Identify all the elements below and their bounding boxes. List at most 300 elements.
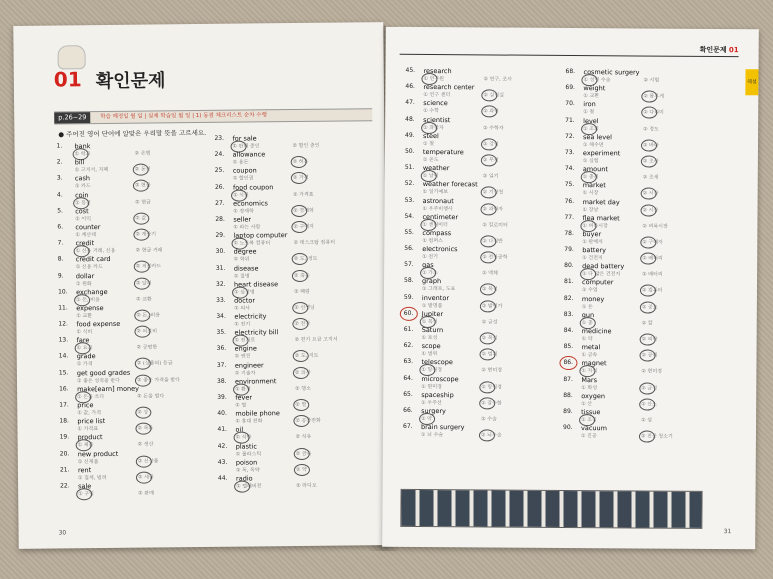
question-word: engineer [234,360,264,370]
question-number: 85. [563,343,574,351]
question-number: 90. [563,424,573,432]
question-number: 19. [59,433,70,441]
question-word: experiment [582,149,621,158]
question-word: weather [422,164,450,173]
choice-1[interactable]: ① 수업 [581,287,598,294]
question-number: 72. [565,132,575,140]
choice-1[interactable]: ① 환경 [235,386,251,393]
choice-1[interactable]: ① 학위 [233,256,250,263]
answer-choices [75,197,215,206]
choice-2[interactable]: ② 뇌수술 [480,432,502,439]
question-word: electricity [234,312,267,321]
choice-2[interactable]: ② 수술 [481,416,497,423]
choice-2[interactable]: ② 좋은 가격을 받다 [136,376,181,384]
choice-1[interactable]: ① 토성 [421,334,438,342]
choice-2[interactable]: ② 강철 [482,141,499,148]
question-number: 8. [57,255,64,263]
question-word: disease [233,263,259,273]
choice-1[interactable]: ① 신용 거래, 신용 [75,248,116,255]
choice-2[interactable]: ② 현금 거래 [135,247,163,254]
choice-1[interactable]: ① 시장 [582,190,599,197]
question-word: dead battery [582,262,625,271]
question-number: 75. [564,181,575,189]
choice-1[interactable]: ① 동전 [75,199,91,206]
choice-2[interactable]: ② 현미경 [481,367,503,374]
pencil-answer-circle [136,471,152,483]
choice-1[interactable]: ① 질병 [233,272,250,280]
question-word: gun [581,310,595,319]
choice-1[interactable]: ① 좋은 성적을 받다 [76,377,121,384]
pencil-answer-circle [294,464,310,476]
question-word: brain surgery [420,423,465,432]
choice-1[interactable]: ① 총계 [582,174,599,181]
question-word: sale [78,482,92,491]
question-word: bill [74,158,85,167]
answer-choices [235,433,376,442]
pencil-answer-circle [293,350,309,362]
choice-2[interactable]: ② 액체 [482,270,498,277]
choice-1[interactable]: ① 열 [235,402,247,409]
pencil-answer-circle [133,228,149,240]
choice-2[interactable]: ② 발명가 [481,303,503,310]
choice-1[interactable]: ① 연구 센터 [423,92,451,99]
choice-1[interactable]: ① 파는 사람 [233,224,261,231]
choice-1[interactable]: ① 휴대 전화 [235,418,263,425]
question-word: seller [233,215,252,224]
pencil-answer-circle [640,285,656,297]
choice-2[interactable]: ② 구매자 [642,239,663,246]
pencil-answer-circle [479,381,495,393]
choice-1[interactable]: ① 의사 [234,305,251,312]
question-word: amount [582,165,608,174]
choice-2[interactable]: ② 석유 [295,434,312,441]
choice-2[interactable]: ② 시장 [642,207,659,214]
question-word: level [583,116,599,125]
choice-1[interactable]: ① 가스 [422,270,438,277]
question-number: 7. [57,239,64,247]
choice-1[interactable]: ① 센티미터 [422,221,448,228]
choice-1[interactable]: ① 약 [581,336,593,343]
question-column-1 [56,142,181,499]
choice-2[interactable]: ② 시험 [643,77,660,84]
choice-2[interactable]: ② 의료비 [136,328,158,335]
pencil-answer-circle [641,155,657,167]
choice-2[interactable]: ② 무게 [482,157,499,164]
choice-2[interactable]: ② 판매 [138,490,154,497]
choice-2[interactable]: ② 목적 [481,286,498,293]
question-word: surgery [421,406,446,416]
choice-2[interactable]: ② 도, 정도 [293,256,318,263]
choice-1[interactable]: ① 일기예보 [422,189,449,196]
choice-1[interactable]: ① 식비 [76,329,93,336]
question-word: electronics [422,245,458,254]
choice-1[interactable]: ① 전기 [234,321,251,328]
question-word: buyer [582,229,602,239]
choice-1[interactable]: ① 조회 [583,125,599,132]
choice-1[interactable]: ① 컴퍼스 [422,237,443,244]
question-number: 6. [57,223,64,231]
question-word: allowance [232,150,266,159]
question-word: microscope [421,374,459,383]
question-number: 57. [404,261,414,269]
question-word: sea level [583,132,612,142]
question-number: 60. [403,309,414,317]
choice-2[interactable]: ② 가격표 [293,191,314,198]
choice-2[interactable]: ② 의약 [641,336,658,343]
question-word: grade [76,352,96,361]
choice-2[interactable]: ② 동전 [134,166,151,173]
question-word: Jupiter [421,309,444,318]
choice-1[interactable]: ① 우주비행사 [422,205,453,212]
question-number: 58. [404,277,414,285]
choice-2[interactable]: ② 시장 [642,190,659,197]
question-word: electricity bill [234,328,279,337]
question-number: 55. [404,228,414,236]
choice-1[interactable]: ① 판매 중인 [232,143,260,150]
choice-1[interactable]: ① 제품 [77,442,94,449]
choice-2[interactable]: ② 실험실 [483,92,504,99]
choice-1[interactable]: ① 목성 [421,318,438,325]
choice-1[interactable]: ① 그래프, 도표 [421,286,456,293]
question-number: 36. [216,345,227,353]
pencil-answer-circle [481,138,497,150]
choice-1[interactable]: ① 계산대 [75,232,97,239]
choice-1[interactable]: ① 철 [422,140,434,147]
choice-2[interactable]: ② 잠수함 [481,400,502,407]
choice-1[interactable]: ① 조직 [581,417,597,424]
question-number: 77. [564,213,575,221]
pencil-answer-circle [640,253,656,265]
answer-choices [422,221,562,229]
choice-1[interactable]: ① 석탄 [235,434,252,442]
choice-2[interactable]: ② 정도 [643,126,659,133]
choice-2[interactable]: ② 일기 [482,173,499,180]
question-word: oxygen [581,391,605,400]
pencil-answer-circle [291,221,307,233]
question-number: 40. [217,409,227,418]
choice-1[interactable]: ① 수학 [423,108,439,115]
choice-2[interactable]: ② 가격 [292,175,309,182]
question-number: 87. [563,375,573,383]
red-mark-circle [400,307,418,321]
choice-1[interactable]: ① 장날 [582,206,599,213]
question-number: 70. [565,100,575,108]
choice-1[interactable]: ① 신제품 [77,458,99,465]
choice-2[interactable]: ② (상품의) 등급 [136,360,173,368]
question-number: 17. [59,401,69,409]
choice-1[interactable]: ① 해수면 [582,141,604,148]
question-word: graph [422,277,442,286]
pencil-answer-circle [481,203,497,215]
choice-2[interactable]: ② 경제학 [293,207,314,214]
choice-2[interactable]: ② 공중전화 [295,417,321,425]
question-word: engine [234,344,257,354]
choice-2[interactable]: ② 행소 [295,385,311,392]
question-number: 52. [404,180,415,188]
choice-2[interactable]: ② 공예 [641,352,658,359]
choice-1[interactable]: ① 이익 [75,215,92,223]
choice-2[interactable]: ② 조세 [642,174,659,181]
choice-2[interactable]: ② 도, 지도 [294,353,319,360]
question-number: 67. [403,422,413,431]
question-word: money [581,294,605,303]
question-number: 22. [60,482,70,490]
pencil-answer-circle [481,106,497,118]
choice-2[interactable]: ② 현미경 [641,368,662,376]
choice-2[interactable]: ② 수학자 [483,124,504,132]
choice-2[interactable]: ② 구매자 [293,223,314,230]
choice-1[interactable]: ① 전기 [422,254,438,261]
choice-1[interactable]: ① 값, 가격 [77,410,102,417]
choice-2[interactable]: ② 폐렴 [294,288,310,295]
question-word: bank [74,142,91,151]
question-word: radio [235,474,253,483]
pencil-answer-circle [639,350,655,362]
pencil-answer-circle [294,447,310,459]
choice-2[interactable]: ② 칼 [641,320,653,327]
choice-1[interactable]: ① 망원경 [421,367,443,374]
question-number: 12. [58,320,68,328]
choice-2[interactable]: ② 진공 청소기 [640,433,673,440]
choice-2[interactable]: ② 직불카드 [135,263,162,270]
choice-1[interactable]: ① 우주선 [421,399,442,406]
question-word: weather forecast [422,180,478,189]
choice-2[interactable]: ② 현금 [135,199,151,206]
choice-1[interactable]: ① 실험 [582,158,599,165]
choice-1[interactable]: ① 고지서, 지폐 [74,167,109,174]
choice-2[interactable]: ② 섬 [641,417,653,424]
choice-2[interactable]: ② 바다 [642,142,659,149]
choice-2[interactable]: ② 망원경 [481,383,502,391]
pencil-answer-circle [479,349,495,361]
choice-1[interactable]: ① 가격 [76,361,93,368]
pencil-answer-circle [133,180,149,192]
pencil-answer-circle [480,284,496,296]
question-word: medicine [581,327,612,336]
choice-1[interactable]: ① 범위 [421,351,438,358]
choice-1[interactable]: ① 금속 [581,352,598,359]
choice-2[interactable]: ② 킬로미터 [482,222,508,229]
choice-1[interactable]: ① 심장병 [234,289,255,296]
choice-2[interactable]: ② 전자공학 [482,254,508,261]
choice-1[interactable]: ① 연구원 [423,75,445,83]
choice-1[interactable]: ① 판매자 [582,238,603,246]
question-word: metal [581,343,601,352]
question-word: science [423,99,448,108]
choice-1[interactable]: ① 신용 카드 [75,264,103,271]
question-word: astronaut [422,196,454,205]
question-number: 59. [403,293,414,301]
choice-1[interactable]: ① 건전지 [582,255,603,262]
pencil-answer-circle [641,204,657,216]
choice-2[interactable]: ② 목록 [137,425,154,432]
choice-1[interactable]: ① 화성 [581,384,598,391]
choice-1[interactable]: ① 교환 [583,93,600,100]
red-mark-circle [559,356,577,370]
question-number: 71. [565,116,575,124]
question-number: 78. [564,229,574,237]
choice-1[interactable]: ① 엔진 [234,353,251,361]
choice-1[interactable]: ① 돈을 쓰다 [77,393,105,401]
choice-1[interactable]: ① 경제학 [233,208,254,215]
question-number: 56. [404,244,414,252]
choice-2[interactable]: ② 현금 [134,182,151,190]
question-word: get good grades [76,368,131,377]
choice-1[interactable]: ① 산 [581,400,593,407]
choice-2[interactable]: ② 돈, 비용 [136,312,161,319]
choice-1[interactable]: ① 진공 [580,433,597,440]
choice-1[interactable]: ① 노트북 컴퓨터 [233,240,271,247]
answer-choices [583,76,723,84]
choice-1[interactable]: ① 돈, 비용 [76,296,100,303]
pencil-answer-circle [291,205,307,217]
choice-2[interactable]: ② 공평한 [136,344,158,351]
choice-1[interactable]: ① 텔레비전 [236,483,262,490]
pencil-answer-circle [136,455,152,467]
choice-1[interactable]: ① 기술자 [234,370,256,377]
choice-2[interactable]: ② 금속 [295,450,312,457]
choice-2[interactable]: ② 컴퓨터 [641,287,663,295]
right-page [382,27,759,550]
choice-2[interactable]: ② 은행 [134,150,151,157]
choice-1[interactable]: ① 집세, 빌려 [77,474,107,482]
choice-1[interactable]: ① 용돈 [232,159,249,166]
choice-1[interactable]: ① 전기료 [234,337,256,344]
choice-1[interactable]: ① 뇌 수술 [420,432,444,439]
choice-2[interactable]: ② 과학자 [482,205,504,213]
choice-2[interactable]: ② 연구, 조사 [483,76,513,83]
question-word: product [77,433,103,442]
choice-1[interactable]: ① 현미경 [421,383,442,390]
choice-2[interactable]: ② 값 [135,215,147,222]
choice-1[interactable]: ① 과학자 [423,124,444,131]
question-number: 89. [563,407,573,415]
choice-2[interactable]: ② 다리미 [643,109,664,117]
choice-1[interactable]: ① 발명품 [421,302,443,309]
question-number: 48. [405,115,415,123]
choice-2[interactable]: ② 전자 [294,320,311,328]
choice-1[interactable]: ① 약 [421,415,433,422]
question-word: tissue [581,408,601,417]
choice-1[interactable]: ① 철 [583,109,595,116]
pencil-answer-circle [640,236,656,248]
choice-1[interactable]: ① 독, 독약 [235,467,260,474]
answer-choices [582,270,722,278]
choice-2[interactable]: ② 죽음 [293,272,310,279]
choice-2[interactable]: ② 달러 [135,280,152,287]
choice-2[interactable]: ② 배터리 [642,271,663,278]
choice-1[interactable]: ① 요금 [76,345,93,352]
choice-2[interactable]: ② 열 [295,401,307,409]
choice-2[interactable]: ② 과학 [483,108,499,115]
pencil-answer-circle [134,326,150,338]
choice-2[interactable]: ② 몸무게 [643,93,664,100]
choice-1[interactable]: ① 다 닳은 건전지 [582,271,621,278]
choice-2[interactable]: ② 목성 [481,335,498,342]
choice-1[interactable]: ① 벼룩시장 [582,222,608,229]
choice-2[interactable]: ② 생산 [137,441,154,449]
choice-1[interactable]: ① 원화 [75,280,92,287]
question-number: 50. [404,147,415,155]
answer-key-grid [400,489,702,529]
choice-2[interactable]: ② 돈을 벌다 [137,393,165,400]
choice-1[interactable]: ① 자석 [581,368,598,375]
choice-1[interactable]: ① 온도 [422,156,439,164]
choice-2[interactable]: ② 금성 [481,319,498,326]
answer-choices [78,489,218,498]
pencil-answer-circle [481,90,497,102]
choice-2[interactable]: ② 데스크탑 컴퓨터 [293,239,336,247]
question-word: food expense [76,319,121,329]
choice-2[interactable]: ② 상 [137,409,149,416]
question-word: research center [423,83,475,92]
choice-2[interactable]: ② 약 [295,466,307,473]
choice-1[interactable]: ① 할인권 [232,175,254,183]
choice-2[interactable]: ② 중요 [641,304,658,311]
choice-1[interactable]: ① 구입 [78,491,94,498]
question-number: 46. [405,83,415,91]
question-number: 29. [215,231,226,239]
question-number: 41. [217,426,228,434]
question-word: inventor [421,293,450,302]
question-word: compass [422,228,452,238]
choice-1[interactable]: ① 돈 [581,303,593,310]
question-word: scientist [423,115,451,124]
choice-1[interactable]: ① 플라스틱 [235,450,262,458]
section-tab: 해설 [745,69,758,95]
pencil-answer-circle [641,107,657,119]
pencil-answer-circle [291,156,307,168]
study-meta-bar [54,108,372,124]
choice-2[interactable]: ② 범위 [481,351,498,358]
choice-2[interactable]: ② 배터리 [642,255,663,262]
choice-2[interactable]: ② 기상청 [482,189,504,196]
choice-2[interactable]: ② 신상품 [137,458,159,465]
study-dates: 학습 예정일 월 일 | 실제 학습일 월 일 | 1) 동점 체크리스트 순차 수행 [100,112,267,121]
choice-2[interactable]: ② 선생님 [294,304,315,311]
choice-1[interactable]: ① 날씨 [422,173,439,180]
choice-2[interactable]: ② 벼룩시장 [642,223,668,230]
question-word: mobile phone [235,409,280,418]
choice-2[interactable]: ② 계산기 [135,231,157,238]
choice-1[interactable]: ① 교환 [76,313,93,320]
question-number: 84. [563,326,574,335]
choice-1[interactable]: ① 총 [581,319,593,326]
choice-2[interactable]: ② 전기 요금 고지서 [294,336,338,344]
choice-2[interactable]: ② 교환 [136,296,152,303]
choice-1[interactable]: ① 성형 수술 [583,77,611,84]
question-word: expense [76,303,104,313]
choice-2[interactable]: ② 라디오 [296,482,317,489]
pencil-answer-circle [639,431,655,443]
choice-1[interactable]: ① 가격표 [77,426,99,433]
choice-2[interactable]: ② 나침반 [482,238,503,245]
question-word: fare [76,336,90,345]
choice-1[interactable]: ① 식권 [233,192,249,199]
choice-2[interactable]: ② 의사 [294,369,311,376]
choice-2[interactable]: ② 조사 [642,158,659,165]
choice-2[interactable]: ② 할인 중인 [292,142,320,150]
choice-1[interactable]: ① 카드 [74,183,91,190]
choice-2[interactable]: ② 허용 [292,159,309,166]
choice-2[interactable]: ② 세금 [137,474,154,481]
pencil-answer-circle [639,398,655,410]
choice-2[interactable]: ② 금성 [641,385,658,392]
pencil-answer-circle [480,300,496,312]
pencil-answer-circle [480,235,496,247]
choice-1[interactable]: ① 학교 [74,151,91,158]
choice-2[interactable]: ② 산소 [641,401,657,408]
